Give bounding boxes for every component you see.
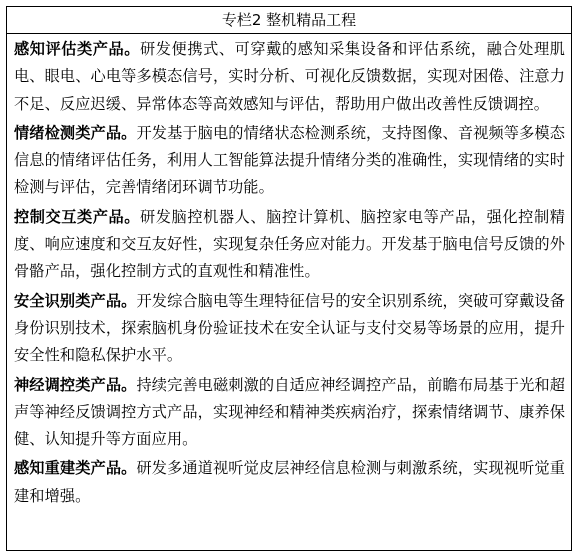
entry-text: 研发便携式、可穿戴的感知采集设备和评估系统，融合处理肌电、眼电、心电等多模态信号，实时分析、可视化反馈数据，实现对困倦、注意力不足、反应迟缓、异常体态等高效感知与评估，帮助用户做出改善性反馈调控。 [14,40,565,113]
entry-term: 感知评估类产品。 [14,40,141,58]
entry-emotion-detection [14,120,565,202]
entry-perception-assessment [14,36,565,118]
entry-perception-reconstruction [14,455,565,510]
entry-security-identification [14,288,565,370]
entry-text: 开发综合脑电等生理特征信号的安全识别系统，突破可穿戴设备身份识别技术，探索脑机身份验证技术在安全认证与支付交易等场景的应用，提升安全性和隐私保护水平。 [14,291,565,365]
entry-term: 神经调控类产品。 [14,375,137,394]
entry-term: 控制交互类产品。 [14,207,141,226]
entry-term: 感知重建类产品。 [14,459,137,478]
entry-term: 安全识别类产品。 [14,291,137,310]
box-title: 专栏2 整机精品工程 [7,7,571,34]
entry-text: 持续完善电磁刺激的自适应神经调控产品，前瞻布局基于光和超声等神经反馈调控方式产品，实现神经和精神类疾病治疗，探索情绪调节、康养保健、认知提升等方面应用。 [14,375,565,449]
entry-neuromodulation [14,372,565,454]
entry-term: 情绪检测类产品。 [14,123,137,142]
entry-text: 研发多通道视听觉皮层神经信息检测与刺激系统，实现视听觉重建和增强。 [14,459,565,505]
entry-text: 开发基于脑电的情绪状态检测系统，支持图像、音视频等多模态信息的情绪评估任务，利用人工智能算法提升情绪分类的准确性，实现情绪的实时检测与评估，完善情绪闭环调节功能。 [14,123,565,197]
box-body [7,34,571,510]
entry-text: 研发脑控机器人、脑控计算机、脑控家电等产品，强化控制精度、响应速度和交互友好性，实现复杂任务应对能力。开发基于脑电信号反馈的外骨骼产品，强化控制方式的直观性和精准性。 [14,207,565,281]
entry-control-interaction [14,204,565,286]
feature-box [6,6,572,551]
